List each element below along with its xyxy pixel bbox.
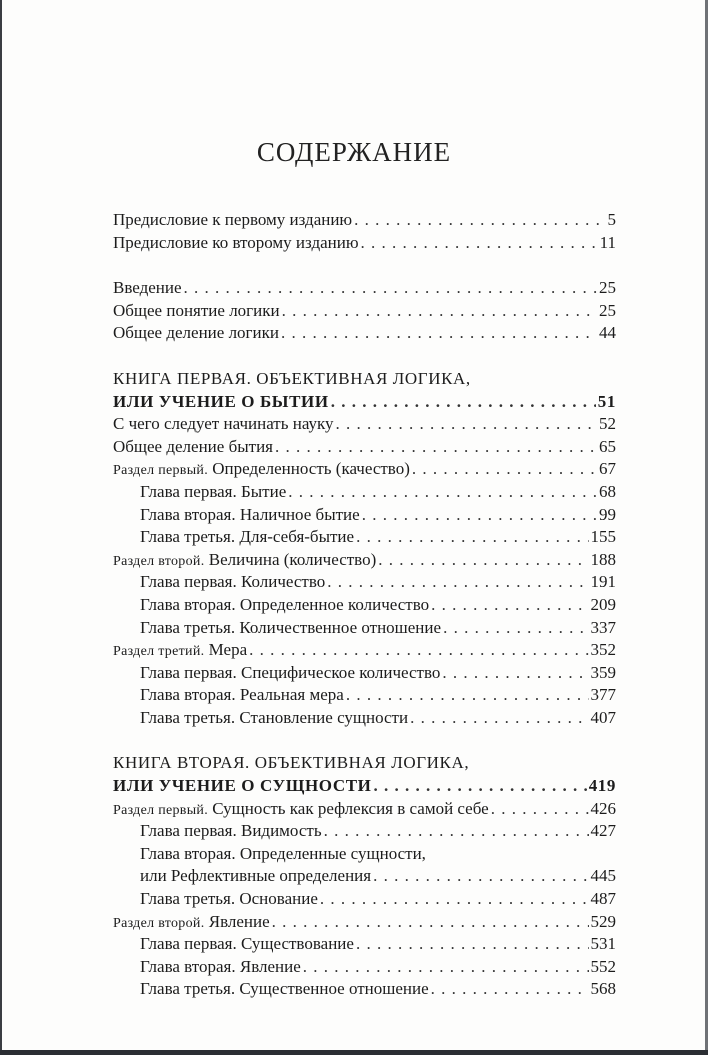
toc-entry-text: ИЛИ УЧЕНИЕ О БЫТИИ <box>113 391 329 411</box>
toc-entry <box>113 413 616 436</box>
dot-leader <box>442 662 588 685</box>
toc-entry-preface-second <box>113 232 616 255</box>
toc-page-number: 419 <box>588 776 616 796</box>
toc-chapter-entry <box>113 707 616 730</box>
section-label: Раздел второй. <box>113 915 205 931</box>
toc-page-number: 427 <box>590 821 616 841</box>
toc-entry-text: Глава первая. Специфическое количество <box>140 662 441 682</box>
dot-leader <box>356 933 589 956</box>
book2-heading-line1: КНИГА ВТОРАЯ. ОБЪЕКТИВНАЯ ЛОГИКА, <box>113 753 470 773</box>
dot-leader <box>282 300 597 323</box>
toc-entry-preface-first <box>113 209 616 232</box>
toc-section-entry <box>113 798 616 821</box>
toc-entry-text: Глава третья. Количественное отношение <box>140 617 442 637</box>
toc-page-number: 68 <box>599 481 616 501</box>
toc-page-number: 52 <box>599 414 616 434</box>
toc-page-number: 209 <box>590 594 616 614</box>
toc-page-number: 65 <box>599 436 616 456</box>
toc-entry-text: или Рефлективные определения <box>140 866 372 886</box>
toc-page-number: 67 <box>599 459 616 479</box>
toc-page-number: 487 <box>590 889 616 909</box>
toc-entry-text <box>113 549 376 572</box>
toc-page-number: 552 <box>590 956 616 976</box>
toc-entry-text: Глава третья. Основание <box>140 889 318 909</box>
dot-leader <box>320 888 589 911</box>
dot-leader <box>281 322 597 345</box>
toc-section-entry <box>113 639 616 662</box>
section-label: Раздел первый. <box>113 463 209 479</box>
toc-entry-general-concept <box>113 300 616 323</box>
toc-page-number: 188 <box>590 549 616 569</box>
page-title: СОДЕРЖАНИЕ <box>256 137 452 167</box>
toc-page-number: 337 <box>590 617 616 637</box>
toc-page-number: 445 <box>590 866 616 886</box>
toc-page-number: 407 <box>590 707 616 727</box>
toc-entry-text: Глава вторая. Явление <box>140 956 301 976</box>
toc-page-number: 531 <box>590 934 616 954</box>
section-label: Раздел второй. <box>113 553 205 569</box>
dot-leader <box>346 684 589 707</box>
toc-entry-text: Глава первая. Бытие <box>140 481 287 501</box>
dot-leader <box>327 571 588 594</box>
dot-leader <box>361 232 598 255</box>
toc-entry-text: Глава первая. Существование <box>140 934 354 954</box>
toc-page-number: 352 <box>590 640 616 660</box>
toc-entry-text <box>113 798 489 821</box>
toc-entry-text: Глава вторая. Определенное количество <box>140 594 430 614</box>
dot-leader <box>410 707 588 730</box>
toc-page-number: 44 <box>599 323 616 343</box>
toc-entry-text: ИЛИ УЧЕНИЕ О СУЩНОСТИ <box>113 776 372 796</box>
section-title: Мера <box>208 640 248 660</box>
toc-entry-text: Глава вторая. Реальная мера <box>140 685 344 705</box>
toc-entry <box>113 436 616 459</box>
toc-page-number: 426 <box>590 798 616 818</box>
dot-leader <box>443 617 588 640</box>
dot-leader <box>288 481 597 504</box>
toc-chapter-entry <box>113 617 616 640</box>
toc-chapter-entry <box>113 956 616 979</box>
book2-heading-line2 <box>113 775 616 798</box>
toc-page-number: 155 <box>590 527 616 547</box>
toc-page-number: 359 <box>590 662 616 682</box>
toc-chapter-entry-line1: Глава вторая. Определенные сущности, <box>140 843 426 863</box>
table-of-contents <box>113 209 616 1001</box>
toc-entry-text: Глава третья. Становление сущности <box>140 707 409 727</box>
dot-leader <box>324 820 589 843</box>
toc-page-number: 51 <box>597 391 616 411</box>
section-label: Раздел первый. <box>113 802 209 818</box>
toc-page-number: 377 <box>590 685 616 705</box>
dot-leader <box>275 436 597 459</box>
dot-leader <box>354 209 605 232</box>
dot-leader <box>373 865 588 888</box>
section-title: Явление <box>208 911 270 931</box>
toc-chapter-entry <box>113 594 616 617</box>
toc-chapter-entry <box>113 481 616 504</box>
section-title: Сущность как рефлексия в самой себе <box>212 798 489 818</box>
toc-page-number: 25 <box>599 278 616 298</box>
toc-entry-text: Общее понятие логики <box>113 300 280 320</box>
toc-section-entry <box>113 911 616 934</box>
toc-chapter-entry <box>113 820 616 843</box>
toc-entry-text: Общее деление бытия <box>113 436 273 456</box>
toc-page-number: 5 <box>607 210 616 229</box>
dot-leader <box>272 911 589 934</box>
dot-leader <box>378 549 588 572</box>
toc-entry-introduction <box>113 277 616 300</box>
dot-leader <box>184 277 597 300</box>
toc-entry-text: Глава первая. Количество <box>140 572 326 592</box>
toc-chapter-entry-line2 <box>113 865 616 888</box>
toc-page-number: 568 <box>590 979 616 999</box>
toc-entry-text: Предисловие к первому изданию <box>113 210 353 229</box>
toc-chapter-entry <box>113 526 616 549</box>
toc-page-number: 191 <box>590 572 616 592</box>
toc-entry-text: Глава первая. Видимость <box>140 821 322 841</box>
dot-leader <box>491 798 589 821</box>
toc-chapter-entry <box>113 684 616 707</box>
toc-entry-general-division <box>113 322 616 345</box>
section-title: Определенность (качество) <box>212 459 410 479</box>
book1-heading-line2 <box>113 391 616 414</box>
toc-page-number: 25 <box>599 300 616 320</box>
toc-chapter-entry <box>113 888 616 911</box>
toc-page-number: 99 <box>599 504 616 524</box>
section-label: Раздел третий. <box>113 644 205 660</box>
toc-entry-text: Глава третья. Существенное отношение <box>140 979 429 999</box>
dot-leader <box>303 956 589 979</box>
toc-entry-text: Глава вторая. Наличное бытие <box>140 504 360 524</box>
toc-entry-text: Глава третья. Для-себя-бытие <box>140 527 355 547</box>
toc-entry-text: Предисловие ко второму изданию <box>113 232 359 252</box>
dot-leader <box>412 458 597 481</box>
toc-section-entry <box>113 458 616 481</box>
toc-chapter-entry <box>113 662 616 685</box>
toc-chapter-entry <box>113 978 616 1001</box>
dot-leader <box>431 978 589 1001</box>
toc-entry-text: Общее деление логики <box>113 323 279 343</box>
dot-leader <box>362 504 597 527</box>
dot-leader <box>331 391 596 414</box>
dot-leader <box>249 639 588 662</box>
dot-leader <box>431 594 588 617</box>
dot-leader <box>373 775 586 798</box>
toc-page-number: 529 <box>590 911 616 931</box>
toc-entry-text <box>113 458 410 481</box>
toc-chapter-entry <box>113 504 616 527</box>
dot-leader <box>356 526 588 549</box>
toc-chapter-entry <box>113 933 616 956</box>
book1-heading-line1: КНИГА ПЕРВАЯ. ОБЪЕКТИВНАЯ ЛОГИКА, <box>113 368 471 388</box>
toc-entry-text: С чего следует начинать науку <box>113 414 334 434</box>
toc-entry-text <box>113 911 270 934</box>
toc-section-entry <box>113 549 616 572</box>
toc-entry-text: Введение <box>113 278 182 298</box>
toc-page-number: 11 <box>599 232 616 252</box>
toc-chapter-entry <box>113 571 616 594</box>
dot-leader <box>336 413 597 436</box>
section-title: Величина (количество) <box>208 549 377 569</box>
toc-entry-text <box>113 639 247 662</box>
